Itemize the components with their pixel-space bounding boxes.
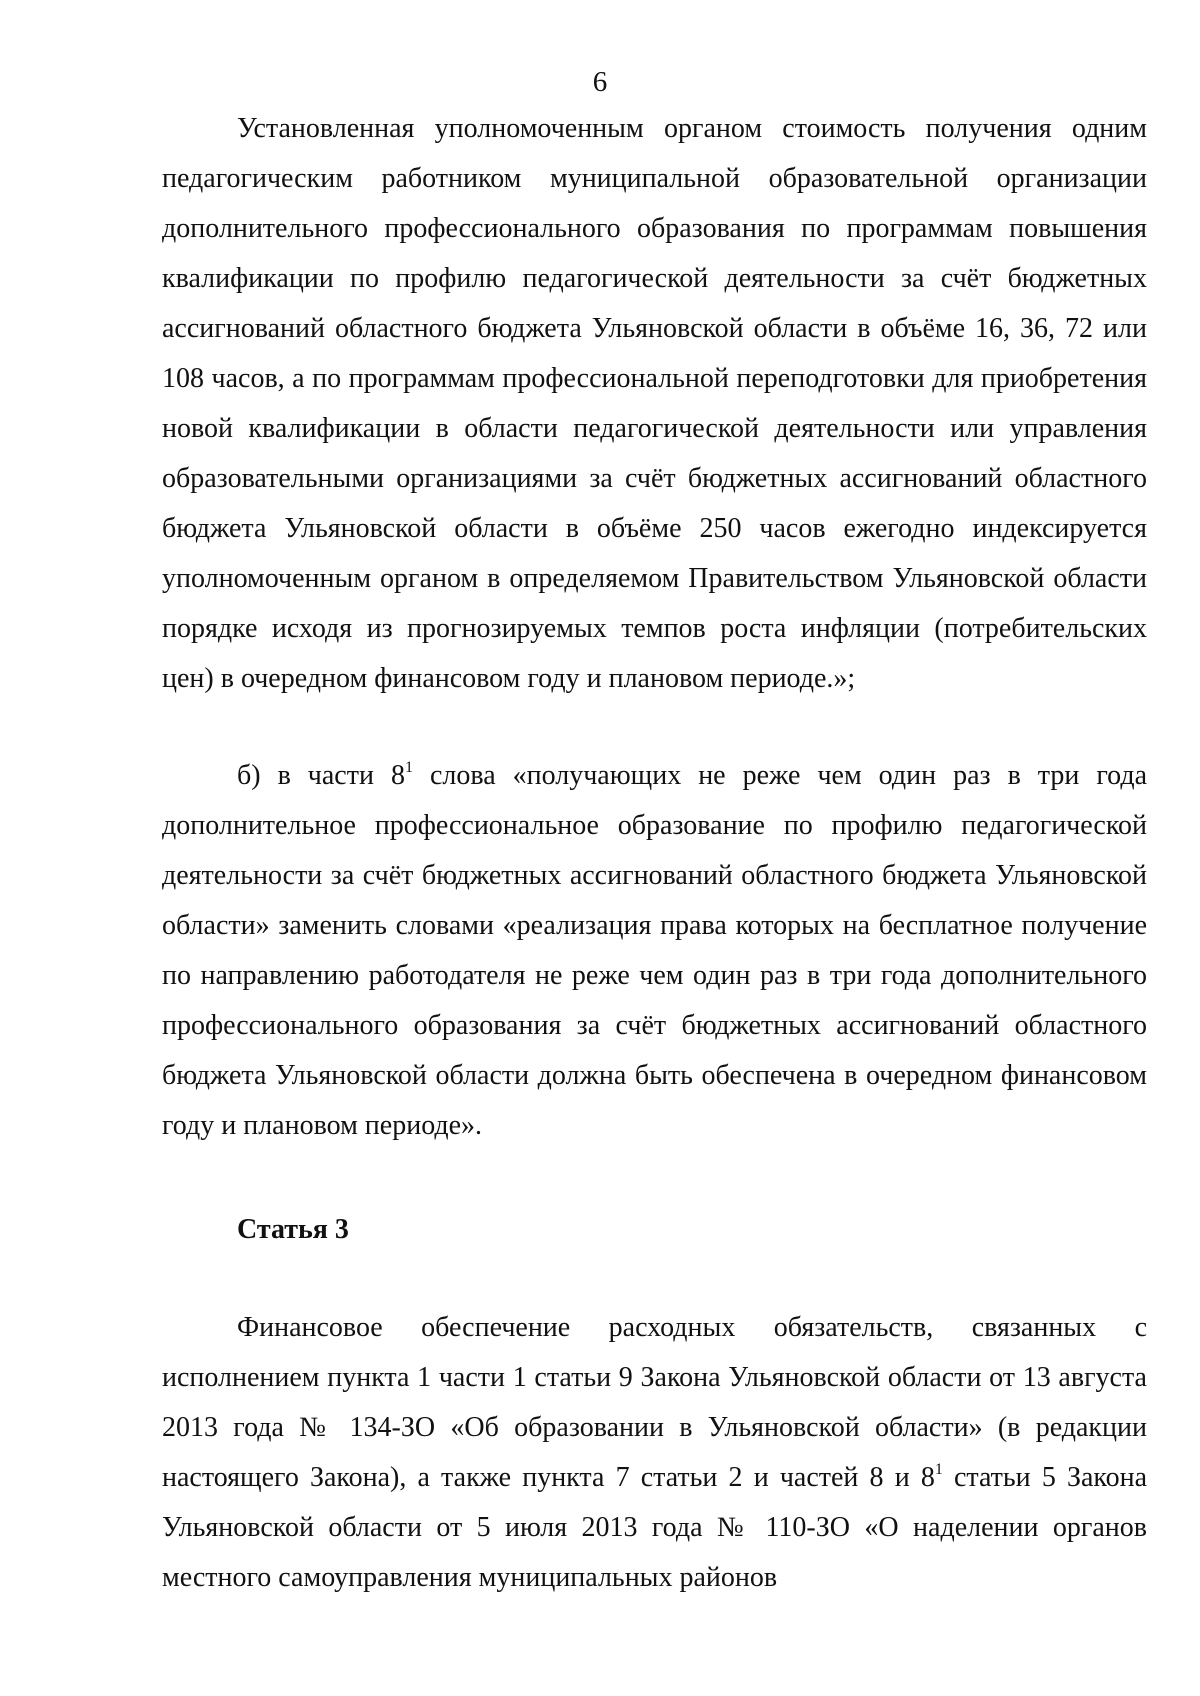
paragraph-financial-provision xyxy=(162,1303,1147,1603)
superscript-index: 1 xyxy=(934,1461,943,1478)
superscript-index: 1 xyxy=(404,759,413,776)
financial-provision-text-end: статьи 5 Закона Ульяновской области от 5 июля 2013 года № 110-ЗО «О наделении органов местного самоуправления муниципальных районов xyxy=(162,1462,1148,1593)
paragraph-amendment-b xyxy=(162,751,1147,1151)
article-heading: Статья 3 xyxy=(237,1214,349,1245)
paragraph-cost-indexation: Установленная уполномоченным органом стоимость получения одним педагогическим работником муниципальной образовательной организации дополнительного профессионального образования по программам повышения квалификации по профилю педагогической деятельности за счёт бюджетных ассигнований областного бюджета Ульяновской области в объёме 16, 36, 72 или 108 часов, а по программам профессиональной переподготовки для приобретения новой квалификации в области педагогической деятельности или управления образовательными организациями за счёт бюджетных ассигнований областного бюджета Ульяновской области в объёме 250 часов ежегодно индексируется уполномоченным органом в определяемом Правительством Ульяновской области порядке исходя из прогнозируемых темпов роста инфляции (потребительских цен) в очередном финансовом году и плановом периоде.»; xyxy=(162,113,1147,694)
amendment-b-text-end: слова «получающих не реже чем один раз в три года дополнительное профессиональное образование по профилю педагогической деятельности за счёт бюджетных ассигнований областного бюджета Ульяновской области» заменить словами «реализация права которых на бесплатное получение по направлению работодателя не реже чем один раз в три года дополнительного профессионального образования за счёт бюджетных ассигнований областного бюджета Ульяновской области должна быть обеспечена в очередном финансовом году и плановом периоде». xyxy=(162,760,1147,1141)
financial-provision-text-start: Финансовое обеспечение расходных обязательств, связанных с исполнением пункта 1 части 1 статьи 9 Закона Ульяновской области от 13 августа 2013 года № 134-ЗО «Об образовании в Ульяновской области» (в редакции настоящего Закона), а также пункта 7 статьи 2 и частей 8 и 8 xyxy=(162,1312,1147,1493)
page-number: 6 xyxy=(592,66,608,98)
amendment-b-text-start: б) в части 8 xyxy=(237,760,405,791)
